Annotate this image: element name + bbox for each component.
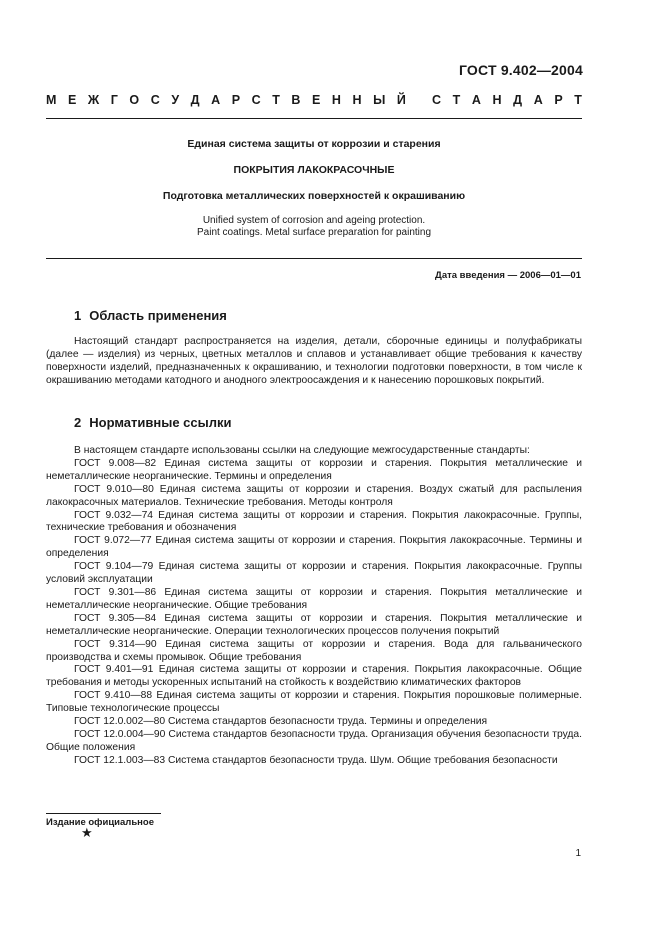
banner-letter: Ж bbox=[87, 93, 100, 107]
introduction-date: Дата введения — 2006—01—01 bbox=[435, 270, 581, 281]
banner-letter: М bbox=[46, 93, 57, 107]
title-block bbox=[46, 138, 582, 239]
english-title-line2: Paint coatings. Metal surface preparation for painting bbox=[196, 227, 432, 238]
banner-letter: Н bbox=[352, 93, 362, 107]
banner-letter: Н bbox=[492, 93, 502, 107]
section2-lead: В настоящем стандарте использованы ссылки на следующие межгосударственные стандарты: bbox=[74, 445, 530, 456]
banner-letter: Й bbox=[396, 93, 406, 107]
banner-letter: Д bbox=[513, 93, 523, 107]
subtitle: Подготовка металлических поверхностей к окрашиванию bbox=[162, 190, 466, 202]
banner-word-interstate bbox=[46, 93, 406, 107]
page-number: 1 bbox=[575, 848, 581, 859]
section2-body bbox=[46, 445, 582, 768]
reference-item: ГОСТ 9.305—84 Единая система защиты от коррозии и старения. Покрытия металлические и неметаллические неорганические. Операции технологических процессов получения покрытий bbox=[46, 612, 582, 637]
reference-item: ГОСТ 9.104—79 Единая система защиты от коррозии и старения. Покрытия лакокрасочные. Группы условий эксплуатации bbox=[46, 561, 582, 586]
banner-letter: А bbox=[211, 93, 221, 107]
main-title: ПОКРЫТИЯ ЛАКОКРАСОЧНЫЕ bbox=[233, 164, 395, 176]
banner-letter: С bbox=[432, 93, 442, 107]
reference-item: ГОСТ 9.314—90 Единая система защиты от коррозии и старения. Вода для гальванического производства и схемы промывок. Общие требования bbox=[46, 638, 582, 663]
reference-item: ГОСТ 9.072—77 Единая система защиты от коррозии и старения. Покрытия лакокрасочные. Термины и определения bbox=[46, 535, 582, 560]
header-rule bbox=[46, 118, 582, 119]
reference-item: ГОСТ 9.410—88 Единая система защиты от коррозии и старения. Покрытия порошковые полимерные. Типовые технологические процессы bbox=[46, 690, 582, 715]
section1-paragraph: Настоящий стандарт распространяется на изделия, детали, сборочные единицы и полуфабрикаты (далее — изделия) из черных, цветных металлов и сплавов и устанавливает общие требования к качеству поверхности изделий, предназначенных к окрашиванию, и технологии подготовки поверхности, в том числе к окрашиванию методами катодного и анодного электроосаждения и к нанесению порошковых покрытий. bbox=[46, 336, 582, 386]
banner-letter: О bbox=[129, 93, 140, 107]
banner-letter: А bbox=[533, 93, 543, 107]
english-title bbox=[46, 215, 582, 239]
banner-letter: Т bbox=[574, 93, 582, 107]
reference-item: ГОСТ 9.301—86 Единая система защиты от коррозии и старения. Покрытия металлические и неметаллические неорганические. Общие требования bbox=[46, 586, 582, 611]
banner-letter: С bbox=[251, 93, 261, 107]
banner-letter: Г bbox=[110, 93, 118, 107]
banner-letter: Р bbox=[231, 93, 241, 107]
reference-item: ГОСТ 9.008—82 Единая система защиты от коррозии и старения. Покрытия металлические и неметаллические неорганические. Термины и определения bbox=[46, 457, 582, 482]
section1-body bbox=[46, 336, 582, 388]
system-title: Единая система защиты от коррозии и старения bbox=[187, 138, 441, 150]
title-rule bbox=[46, 258, 582, 259]
standard-banner bbox=[46, 93, 582, 107]
reference-item: ГОСТ 9.010—80 Единая система защиты от коррозии и старения. Воздух сжатый для распыления лакокрасочных материалов. Технические требования. Методы контроля bbox=[46, 483, 582, 508]
section1-title: Область применения bbox=[89, 308, 227, 323]
banner-letter: Е bbox=[312, 93, 321, 107]
banner-word-standard bbox=[432, 93, 582, 107]
section1-number: 1 bbox=[74, 308, 82, 323]
banner-letter: Д bbox=[190, 93, 200, 107]
english-title-line1: Unified system of corrosion and ageing protection. bbox=[202, 215, 426, 226]
star-icon: ★ bbox=[81, 825, 93, 840]
reference-item: ГОСТ 12.1.003—83 Система стандартов безопасности труда. Шум. Общие требования безопасности bbox=[74, 754, 558, 766]
banner-letter: Н bbox=[331, 93, 341, 107]
banner-letter: В bbox=[291, 93, 301, 107]
banner-letter: Е bbox=[67, 93, 77, 107]
section2-title: Нормативные ссылки bbox=[89, 415, 232, 430]
banner-letter: У bbox=[171, 93, 180, 107]
banner-letter: Т bbox=[452, 93, 461, 107]
banner-letter: Р bbox=[554, 93, 563, 107]
document-number: ГОСТ 9.402—2004 bbox=[458, 62, 583, 78]
reference-item: ГОСТ 9.401—91 Единая система защиты от коррозии и старения. Покрытия лакокрасочные. Общие требования и методы ускоренных испытаний на стойкость к воздействию климатических факторов bbox=[46, 664, 582, 689]
footer-rule bbox=[46, 813, 161, 814]
banner-letter: Т bbox=[272, 93, 280, 107]
banner-letter: С bbox=[150, 93, 160, 107]
banner-letter: А bbox=[471, 93, 481, 107]
reference-item: ГОСТ 12.0.004—90 Система стандартов безопасности труда. Организация обучения безопасности труда. Общие положения bbox=[46, 728, 582, 753]
section2-number: 2 bbox=[74, 415, 82, 430]
official-edition-label: Издание официальное bbox=[46, 817, 154, 828]
banner-letter: Ы bbox=[373, 93, 386, 107]
reference-item: ГОСТ 12.0.002—80 Система стандартов безопасности труда. Термины и определения bbox=[74, 716, 488, 728]
section2-heading bbox=[74, 415, 231, 430]
section1-heading bbox=[74, 308, 227, 323]
reference-item: ГОСТ 9.032—74 Единая система защиты от коррозии и старения. Покрытия лакокрасочные. Группы, технические требования и обозначения bbox=[46, 509, 582, 534]
